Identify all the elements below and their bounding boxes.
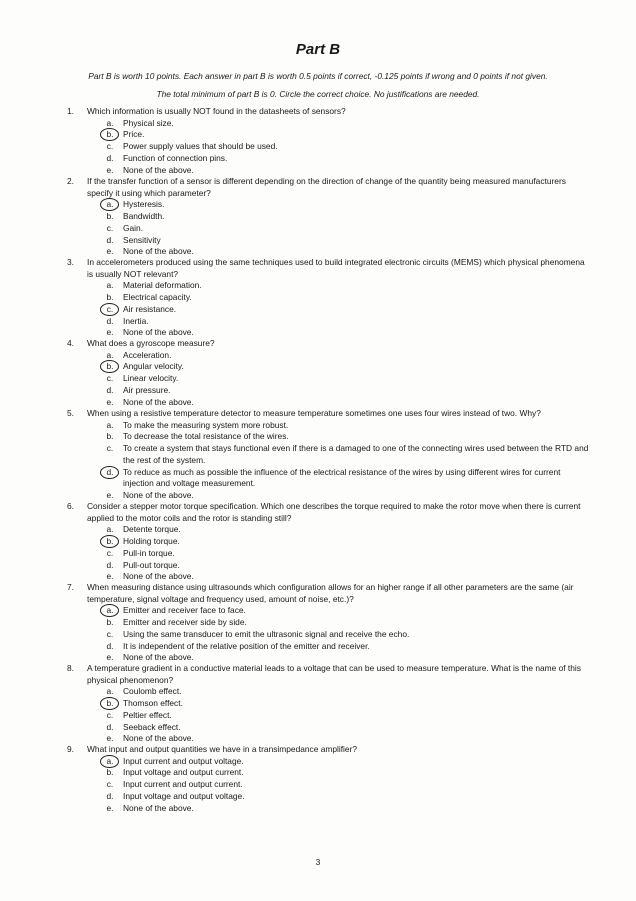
option-text: Coulomb effect. xyxy=(123,686,182,697)
answer-option[interactable] xyxy=(67,385,592,397)
option-text: Angular velocity. xyxy=(123,361,184,372)
option-letter: a. xyxy=(106,117,114,128)
answer-option[interactable] xyxy=(67,686,592,698)
question-number: 1. xyxy=(67,106,74,116)
question-number: 8. xyxy=(67,663,74,673)
option-text: Pull-out torque. xyxy=(123,559,180,570)
option-text: None of the above. xyxy=(123,396,194,407)
option-text: None of the above. xyxy=(123,489,194,500)
question-1 xyxy=(67,106,592,176)
option-text: Inertia. xyxy=(123,315,149,326)
answer-option[interactable] xyxy=(67,767,592,779)
question-7 xyxy=(67,582,592,664)
option-letter: b. xyxy=(106,617,114,628)
option-text: Air resistance. xyxy=(123,303,177,314)
option-letter: e. xyxy=(106,489,114,500)
circled-option-letter: b. xyxy=(104,361,116,373)
question-text: What does a gyroscope measure? xyxy=(87,338,215,348)
question-text: When measuring distance using ultrasounds which configuration allows for an higher range if all other parameters are the same (air temperature, signal voltage and frequency used, amount of noise, etc.)? xyxy=(87,582,574,604)
option-text: Input voltage and output voltage. xyxy=(123,790,245,801)
option-text: Hysteresis. xyxy=(123,199,165,210)
question-number: 2. xyxy=(67,176,74,186)
question-9 xyxy=(67,744,592,814)
answer-options xyxy=(67,199,592,258)
intro-instructions-line-1: Part B is worth 10 points. Each answer in part B is worth 0.5 points if correct, -0.125 points if wrong and 0 points if not given. xyxy=(88,71,548,81)
answer-option[interactable] xyxy=(67,141,592,153)
option-text: None of the above. xyxy=(123,164,194,175)
answer-options xyxy=(67,756,592,815)
option-letter: b. xyxy=(106,292,114,303)
answer-option[interactable] xyxy=(67,605,592,617)
answer-option[interactable] xyxy=(67,280,592,292)
answer-option[interactable] xyxy=(67,361,592,373)
option-letter: a. xyxy=(106,349,114,360)
option-text: Air pressure. xyxy=(123,384,171,395)
page-number: 3 xyxy=(315,857,321,867)
option-letter: c. xyxy=(106,547,114,558)
circled-option-letter: b. xyxy=(104,536,116,548)
answer-option[interactable] xyxy=(67,467,592,490)
option-text: Input voltage and output current. xyxy=(123,767,244,778)
answer-option[interactable] xyxy=(67,211,592,223)
answer-option[interactable] xyxy=(67,223,592,235)
answer-option[interactable] xyxy=(67,722,592,734)
option-text: None of the above. xyxy=(123,733,194,744)
option-text: To decrease the total resistance of the wires. xyxy=(123,431,289,442)
option-letter: d. xyxy=(106,234,114,245)
option-letter: d. xyxy=(106,640,114,651)
answer-option[interactable] xyxy=(67,431,592,443)
answer-option[interactable] xyxy=(67,153,592,165)
option-text: Physical size. xyxy=(123,117,174,128)
answer-option[interactable] xyxy=(67,373,592,385)
option-letter: e. xyxy=(106,164,114,175)
option-text: Price. xyxy=(123,129,145,140)
option-letter: c. xyxy=(106,709,114,720)
question-number: 3. xyxy=(67,257,74,267)
answer-option[interactable] xyxy=(67,235,592,247)
question-stem xyxy=(67,257,592,280)
answer-option[interactable] xyxy=(67,629,592,641)
option-text: It is independent of the relative position of the emitter and receiver. xyxy=(123,640,370,651)
option-text: Seeback effect. xyxy=(123,721,181,732)
option-text: Acceleration. xyxy=(123,349,172,360)
answer-option[interactable] xyxy=(67,803,592,815)
answer-option[interactable] xyxy=(67,756,592,768)
option-text: Peltier effect. xyxy=(123,709,172,720)
answer-option[interactable] xyxy=(67,698,592,710)
option-text: Pull-in torque. xyxy=(123,547,175,558)
option-letter: e. xyxy=(106,571,114,582)
question-text: When using a resistive temperature detector to measure temperature sometimes one uses four wires instead of two. Why? xyxy=(87,408,541,418)
question-stem xyxy=(67,663,592,686)
answer-option[interactable] xyxy=(67,129,592,141)
option-text: Function of connection pins. xyxy=(123,152,228,163)
option-text: Power supply values that should be used. xyxy=(123,141,278,152)
option-text: Detente torque. xyxy=(123,524,181,535)
circled-option-letter: a. xyxy=(104,605,116,617)
option-letter: e. xyxy=(106,652,114,663)
option-letter: a. xyxy=(106,280,114,291)
answer-option[interactable] xyxy=(67,118,592,130)
option-text: None of the above. xyxy=(123,246,194,257)
option-text: Material deformation. xyxy=(123,280,202,291)
question-8 xyxy=(67,663,592,745)
question-text: What input and output quantities we have in a transimpedance amplifier? xyxy=(87,744,358,754)
answer-options xyxy=(67,605,592,664)
question-4 xyxy=(67,338,592,408)
circled-option-letter: b. xyxy=(104,129,116,141)
answer-option[interactable] xyxy=(67,199,592,211)
answer-options xyxy=(67,280,592,339)
circled-option-letter: a. xyxy=(104,199,116,211)
answer-option[interactable] xyxy=(67,165,592,177)
question-number: 4. xyxy=(67,338,74,348)
option-letter: a. xyxy=(106,419,114,430)
question-number: 6. xyxy=(67,501,74,511)
question-stem xyxy=(67,501,592,524)
answer-option[interactable] xyxy=(67,292,592,304)
option-text: Emitter and receiver side by side. xyxy=(123,617,247,628)
question-2 xyxy=(67,176,592,258)
question-text: A temperature gradient in a conductive material leads to a voltage that can be used to measure temperature. What is the name of this physical phenomenon? xyxy=(87,663,581,685)
answer-options xyxy=(67,350,592,409)
question-stem xyxy=(67,582,592,605)
option-letter: e. xyxy=(106,396,114,407)
circled-option-letter: c. xyxy=(104,304,116,316)
answer-option[interactable] xyxy=(67,304,592,316)
circled-option-letter: d. xyxy=(104,467,116,479)
answer-option[interactable] xyxy=(67,524,592,536)
question-6 xyxy=(67,501,592,583)
option-letter: c. xyxy=(106,443,114,454)
option-text: Electrical capacity. xyxy=(123,292,192,303)
option-text: Bandwidth. xyxy=(123,211,165,222)
question-3 xyxy=(67,257,592,339)
question-number: 9. xyxy=(67,744,74,754)
option-letter: d. xyxy=(106,152,114,163)
option-text: None of the above. xyxy=(123,571,194,582)
option-letter: b. xyxy=(106,431,114,442)
question-text: In accelerometers produced using the same techniques used to build integrated electronic circuits (MEMS) which physical phenomena is usually NOT relevant? xyxy=(87,257,585,279)
answer-option[interactable] xyxy=(67,617,592,629)
option-letter: e. xyxy=(106,733,114,744)
option-text: None of the above. xyxy=(123,652,194,663)
answer-option[interactable] xyxy=(67,536,592,548)
option-text: To reduce as much as possible the influence of the electrical resistance of the wires by using different wires for current injection and voltage measurement. xyxy=(123,466,561,489)
option-text: Using the same transducer to emit the ultrasonic signal and receive the echo. xyxy=(123,628,410,639)
option-letter: c. xyxy=(106,373,114,384)
option-letter: e. xyxy=(106,327,114,338)
answer-option[interactable] xyxy=(67,397,592,409)
question-stem xyxy=(67,744,592,756)
intro-instructions-line-2: The total minimum of part B is 0. Circle the correct choice. No justifications are needed. xyxy=(156,89,480,99)
question-text: Which information is usually NOT found in the datasheets of sensors? xyxy=(87,106,346,116)
option-letter: b. xyxy=(106,767,114,778)
question-stem xyxy=(67,338,592,350)
question-number: 5. xyxy=(67,408,74,418)
answer-option[interactable] xyxy=(67,420,592,432)
answer-option[interactable] xyxy=(67,779,592,791)
answer-options xyxy=(67,420,592,502)
option-letter: a. xyxy=(106,524,114,535)
answer-options xyxy=(67,524,592,583)
option-letter: d. xyxy=(106,721,114,732)
answer-option[interactable] xyxy=(67,490,592,502)
option-letter: b. xyxy=(106,211,114,222)
option-text: To create a system that stays functional even if there is a damaged to one of the connecting wires used between the RTD and the rest of the system. xyxy=(123,443,589,465)
option-text: Emitter and receiver face to face. xyxy=(123,605,246,616)
answer-option[interactable] xyxy=(67,710,592,722)
option-letter: d. xyxy=(106,559,114,570)
option-letter: d. xyxy=(106,315,114,326)
answer-option[interactable] xyxy=(67,443,592,466)
question-text: Consider a stepper motor torque specification. Which one describes the torque required to make the rotor move when there is current applied to the motor coils and the rotor is standing still? xyxy=(87,501,581,523)
answer-options xyxy=(67,118,592,177)
answer-options xyxy=(67,686,592,745)
question-stem xyxy=(67,176,592,199)
page-title: Part B xyxy=(295,41,341,58)
answer-option[interactable] xyxy=(67,350,592,362)
option-letter: e. xyxy=(106,802,114,813)
question-stem xyxy=(67,408,592,420)
option-text: Input current and output current. xyxy=(123,779,243,790)
option-letter: c. xyxy=(106,628,114,639)
option-letter: a. xyxy=(106,686,114,697)
option-letter: d. xyxy=(106,790,114,801)
option-letter: c. xyxy=(106,222,114,233)
answer-option[interactable] xyxy=(67,791,592,803)
option-letter: e. xyxy=(106,246,114,257)
option-text: Sensitivity xyxy=(123,234,161,245)
option-text: Holding torque. xyxy=(123,536,180,547)
option-letter: c. xyxy=(106,141,114,152)
answer-option[interactable] xyxy=(67,560,592,572)
question-5 xyxy=(67,408,592,502)
question-stem xyxy=(67,106,592,118)
answer-option[interactable] xyxy=(67,316,592,328)
option-text: Thomson effect. xyxy=(123,698,183,709)
question-number: 7. xyxy=(67,582,74,592)
answer-option[interactable] xyxy=(67,548,592,560)
option-text: Gain. xyxy=(123,222,144,233)
option-letter: c. xyxy=(106,779,114,790)
answer-option[interactable] xyxy=(67,641,592,653)
option-text: To make the measuring system more robust. xyxy=(123,419,289,430)
circled-option-letter: a. xyxy=(104,756,116,768)
option-letter: d. xyxy=(106,384,114,395)
circled-option-letter: b. xyxy=(104,698,116,710)
question-text: If the transfer function of a sensor is different depending on the direction of change of the quantity being measured manufacturers specify it using which parameter? xyxy=(87,176,566,198)
option-text: None of the above. xyxy=(123,802,194,813)
option-text: None of the above. xyxy=(123,327,194,338)
option-text: Input current and output voltage. xyxy=(123,755,244,766)
option-text: Linear velocity. xyxy=(123,373,179,384)
